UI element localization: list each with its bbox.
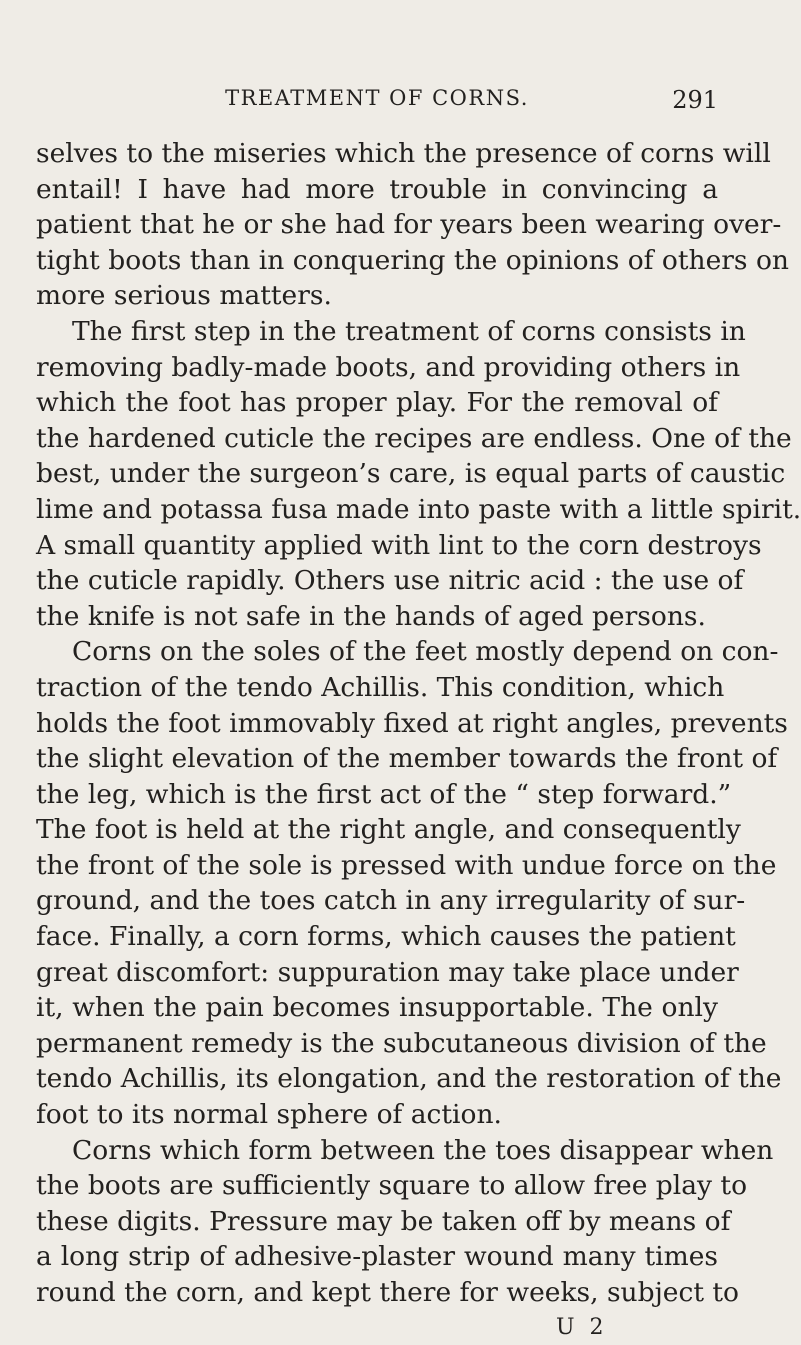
text-line: foot to its normal sphere of action. bbox=[36, 1099, 502, 1131]
text-line: the knife is not safe in the hands of aged persons. bbox=[36, 600, 706, 632]
text-line: ground, and the toes catch in any irregularity of sur- bbox=[36, 885, 746, 917]
text-line: entail! I have had more trouble in convincing a bbox=[36, 173, 718, 205]
text-line: the boots are sufficiently square to allow free play to bbox=[36, 1170, 748, 1202]
running-head bbox=[36, 86, 718, 120]
text-line: face. Finally, a corn forms, which causes the patient bbox=[36, 921, 736, 953]
text-line: more serious matters. bbox=[36, 280, 332, 312]
text-line: it, when the pain becomes insupportable. The only bbox=[36, 992, 718, 1024]
running-title: TREATMENT OF CORNS. bbox=[225, 86, 529, 110]
text-line: patient that he or she had for years been wearing over- bbox=[36, 209, 782, 241]
text-line: best, under the surgeon’s care, is equal parts of caustic bbox=[36, 458, 786, 490]
text-line: the cuticle rapidly. Others use nitric acid : the use of bbox=[36, 565, 744, 597]
paragraph-start-line: Corns on the soles of the feet mostly depend on con- bbox=[72, 636, 779, 668]
text-line: great discomfort: suppuration may take place under bbox=[36, 956, 739, 988]
text-line: A small quantity applied with lint to the corn destroys bbox=[36, 529, 762, 561]
text-line: tendo Achillis, its elongation, and the restoration of the bbox=[36, 1063, 782, 1095]
text-line: selves to the miseries which the presence of corns will bbox=[36, 138, 771, 169]
text-line: which the foot has proper play. For the removal of bbox=[36, 387, 718, 419]
text-line: permanent remedy is the subcutaneous division of the bbox=[36, 1027, 767, 1059]
page-number: 291 bbox=[672, 86, 718, 114]
text-line: the front of the sole is pressed with undue force on the bbox=[36, 849, 777, 881]
text-line: the hardened cuticle the recipes are endless. One of the bbox=[36, 422, 792, 454]
text-line: round the corn, and kept there for weeks, subject to bbox=[36, 1277, 740, 1308]
text-line: tight boots than in conquering the opinions of others on bbox=[36, 244, 789, 276]
text-line: removing badly-made boots, and providing others in bbox=[36, 351, 741, 383]
text-line: a long strip of adhesive-plaster wound many times bbox=[36, 1241, 718, 1273]
body-text bbox=[36, 136, 801, 1345]
paragraph-start-line: Corns which form between the toes disappear when bbox=[72, 1134, 774, 1166]
text-line: the slight elevation of the member towards the front of bbox=[36, 743, 778, 775]
text-line: lime and potassa fusa made into paste with a little spirit. bbox=[36, 493, 801, 525]
paragraph-start-line: The first step in the treatment of corns consists in bbox=[72, 315, 746, 347]
text-line: The foot is held at the right angle, and consequently bbox=[36, 814, 741, 846]
text-line: holds the foot immovably fixed at right angles, prevents bbox=[36, 707, 788, 739]
text-line: these digits. Pressure may be taken off by means of bbox=[36, 1205, 731, 1237]
text-line: the leg, which is the first act of the “ step forward.” bbox=[36, 778, 732, 810]
text-line: traction of the tendo Achillis. This condition, which bbox=[36, 671, 725, 703]
signature-mark: U 2 bbox=[556, 1314, 608, 1340]
